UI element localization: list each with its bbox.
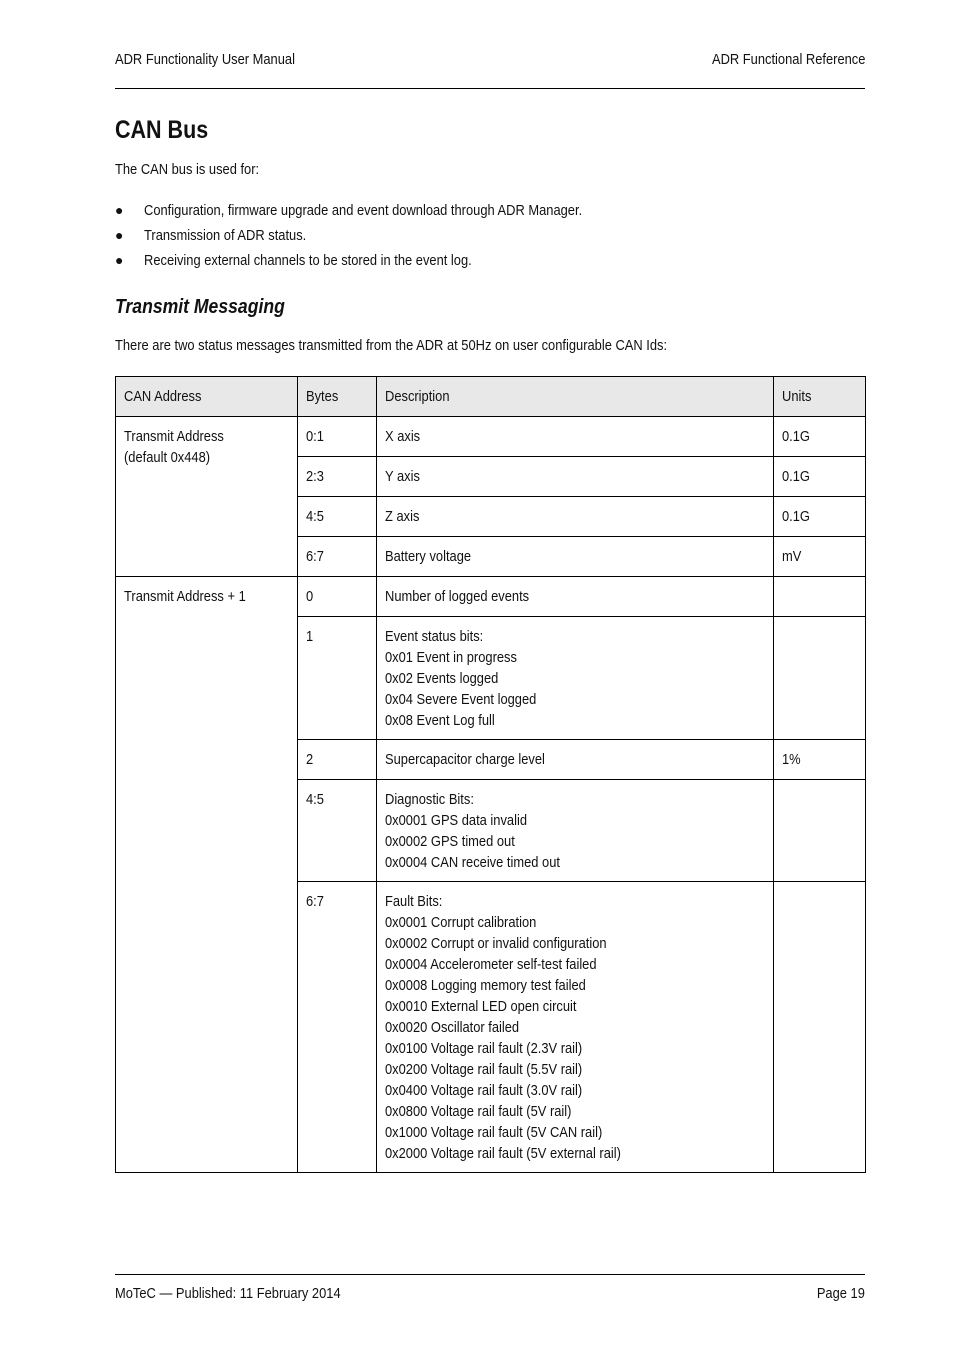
bytes-cell: 4:5 — [297, 497, 376, 537]
bullet-icon: ● — [115, 252, 124, 268]
bullet-icon: ● — [115, 202, 124, 218]
bytes-cell: 2:3 — [297, 457, 376, 497]
bytes-cell: 1 — [297, 617, 376, 740]
section-intro: The CAN bus is used for: — [115, 161, 260, 178]
units-cell: 0.1G — [774, 457, 866, 497]
units-cell — [774, 780, 866, 882]
table-header-row — [116, 377, 866, 417]
footer-publisher: MoTeC — Published: 11 February 2014 — [115, 1285, 341, 1302]
description-cell: Fault Bits: 0x0001 Corrupt calibration 0x0002 Corrupt or invalid configuration 0x0004 Accelerometer self-test failed 0x0008 Logging memory test failed 0x0010 External LED open circuit 0x0020 Oscillator failed 0x0100 Voltage rail fault (2.3V rail) 0x0200 Voltage rail fault (5.5V rail) 0x0400 Voltage rail fault (3.0V rail) 0x0800 Voltage rail fault (5V rail) 0x1000 Voltage rail fault (5V CAN rail) 0x2000 Voltage rail fault (5V external rail) — [376, 882, 773, 1173]
bytes-cell: 4:5 — [297, 780, 376, 882]
section-title: CAN Bus — [115, 116, 209, 144]
header-section-title: ADR Functional Reference — [711, 51, 865, 68]
bytes-cell: 6:7 — [297, 537, 376, 577]
page-footer — [115, 1274, 865, 1305]
column-header: CAN Address — [116, 377, 298, 417]
bytes-cell: 6:7 — [297, 882, 376, 1173]
description-cell: Diagnostic Bits: 0x0001 GPS data invalid 0x0002 GPS timed out 0x0004 CAN receive timed out — [376, 780, 773, 882]
description-cell: Y axis — [376, 457, 773, 497]
units-cell: 0.1G — [774, 497, 866, 537]
units-cell: mV — [774, 537, 866, 577]
bytes-cell: 0:1 — [297, 417, 376, 457]
header-manual-title: ADR Functionality User Manual — [115, 51, 295, 68]
description-cell: Supercapacitor charge level — [376, 740, 773, 780]
description-cell: Z axis — [376, 497, 773, 537]
description-cell: X axis — [376, 417, 773, 457]
units-cell: 1% — [774, 740, 866, 780]
units-cell — [774, 882, 866, 1173]
subsection-paragraph: There are two status messages transmitted from the ADR at 50Hz on user configurable CAN Ids: — [115, 337, 668, 354]
description-cell: Event status bits: 0x01 Event in progress 0x02 Events logged 0x04 Severe Event logged 0x08 Event Log full — [376, 617, 773, 740]
bullet-icon: ● — [115, 227, 124, 243]
page-number: Page 19 — [816, 1285, 865, 1302]
can-message-table — [115, 376, 866, 1173]
column-header: Description — [376, 377, 773, 417]
table-row — [116, 417, 866, 457]
bytes-cell: 2 — [297, 740, 376, 780]
page-header — [115, 50, 865, 89]
units-cell — [774, 577, 866, 617]
description-cell: Battery voltage — [376, 537, 773, 577]
column-header: Bytes — [297, 377, 376, 417]
bytes-cell: 0 — [297, 577, 376, 617]
units-cell: 0.1G — [774, 417, 866, 457]
can-address-cell: Transmit Address (default 0x448) — [116, 417, 298, 577]
subsection-title: Transmit Messaging — [115, 296, 285, 318]
column-header: Units — [774, 377, 866, 417]
units-cell — [774, 617, 866, 740]
can-address-cell: Transmit Address + 1 — [116, 577, 298, 1173]
description-cell: Number of logged events — [376, 577, 773, 617]
table-row — [116, 577, 866, 617]
